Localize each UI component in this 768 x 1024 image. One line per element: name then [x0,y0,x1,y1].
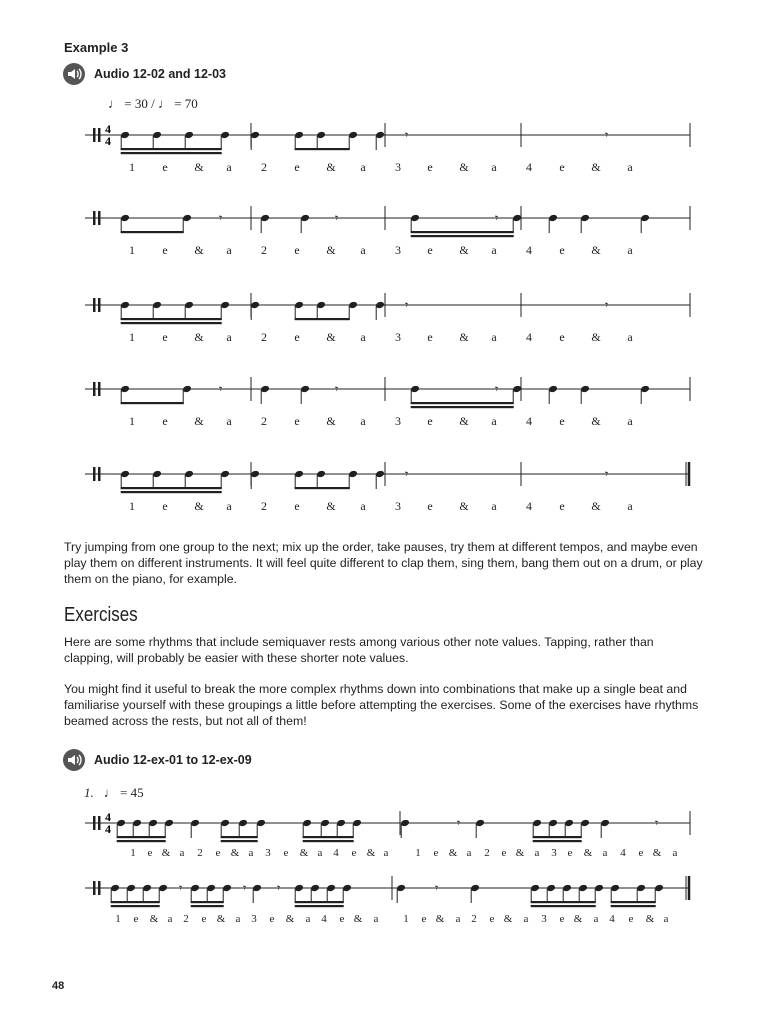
count-syllable: 4 [526,330,532,344]
rhythm-staff [80,866,695,910]
beam [111,905,160,907]
count-syllable: e [427,243,433,257]
clef [98,211,101,225]
count-syllable: & [194,414,204,428]
count-syllable: e [638,847,644,859]
time-signature: 4 [105,134,111,148]
audio-label-2: Audio 12-ex-01 to 12-ex-09 [94,753,252,767]
count-syllable: 1 [115,913,121,925]
count-syllable: e [559,499,565,513]
count-syllable: e [628,913,634,925]
page-number: 48 [52,980,65,992]
beam [221,840,258,842]
beam [611,905,656,907]
rest: 𝄾 [243,881,247,895]
beam [295,487,350,489]
count-syllable: e [489,913,495,925]
count-syllable: & [326,330,336,344]
count-syllable: e [427,330,433,344]
count-syllable: 1 [129,330,135,344]
count-syllable: & [459,243,469,257]
rest: 𝄾 [605,298,609,312]
count-syllable: e [421,913,427,925]
example-title: Example 3 [64,40,129,55]
beam [121,322,222,324]
count-syllable: 1 [129,243,135,257]
beam [121,491,222,493]
count-syllable: e [427,499,433,513]
count-syllable: e [294,414,300,428]
count-syllable: a [672,847,678,859]
audio-reference-1 [62,62,226,86]
count-syllable: 4 [526,160,532,174]
rest: 𝄾 [219,382,223,396]
count-syllable: & [366,847,376,859]
count-syllable: & [448,847,458,859]
exercise-1-tempo: ♩ = 45 [103,785,144,800]
rest: 𝄾 [179,881,183,895]
clef [93,128,96,142]
count-syllable: 4 [333,847,339,859]
count-syllable: & [326,414,336,428]
count-syllable: a [179,847,185,859]
count-syllable: e [433,847,439,859]
count-syllable: e [162,243,168,257]
count-syllable: a [360,499,366,513]
beam [531,901,596,903]
count-syllable: 2 [197,847,203,859]
clef [98,816,101,830]
count-syllable: & [326,160,336,174]
rhythm-staff [80,113,695,157]
count-syllable: a [248,847,254,859]
count-syllable: e [162,414,168,428]
beam [411,406,514,408]
count-syllable: & [645,913,655,925]
count-syllable: & [591,160,601,174]
clef [93,467,96,481]
count-syllable: a [466,847,472,859]
count-syllable: e [201,913,207,925]
count-syllable: a [360,330,366,344]
beam [295,148,350,150]
rest: 𝄾 [435,881,439,895]
count-syllable: & [573,913,583,925]
count-syllable: 3 [551,847,557,859]
clef [93,382,96,396]
count-syllable: 1 [130,847,136,859]
count-syllable: e [162,499,168,513]
count-syllable: 1 [129,499,135,513]
paragraph-1: Try jumping from one group to the next; mix up the order, take pauses, try them at different tempos, and maybe even play them on different instruments. It will feel quite different to clap them, sing them, bang them out on a drum, or play them on the piano, for example. [64,540,703,586]
count-syllable: & [149,913,159,925]
exercises-heading: Exercises [64,604,138,626]
count-syllable: a [534,847,540,859]
speaker-icon [62,748,86,772]
count-syllable: & [194,243,204,257]
rest: 𝄾 [335,211,339,225]
count-syllable: a [226,243,232,257]
rest: 𝄾 [335,382,339,396]
count-syllable: e [559,913,565,925]
clef [93,298,96,312]
paragraph-2: Here are some rhythms that include semiquaver rests among various other note values. Tapping, rather than clapping, will probably be easier with these shorter note values. [64,635,654,665]
count-syllable: 4 [609,913,615,925]
count-syllable: 3 [395,499,401,513]
count-syllable: 3 [395,330,401,344]
count-syllable: e [294,330,300,344]
beam [121,318,222,320]
beam [121,231,184,233]
count-syllable: a [491,499,497,513]
beam [121,487,222,489]
count-syllable: 2 [261,160,267,174]
count-syllable: 3 [265,847,271,859]
count-syllable: & [583,847,593,859]
beam [117,836,166,838]
clef [93,816,96,830]
count-syllable: & [194,330,204,344]
count-syllable: & [459,414,469,428]
count-syllable: e [283,847,289,859]
count-syllable: a [491,330,497,344]
rest: 𝄾 [405,298,409,312]
count-syllable: a [226,414,232,428]
count-syllable: a [226,160,232,174]
count-syllable: 4 [321,913,327,925]
count-syllable: a [602,847,608,859]
rest: 𝄾 [405,467,409,481]
beam [611,901,656,903]
speaker-icon [62,62,86,86]
beam [411,231,514,233]
count-syllable: 2 [183,913,189,925]
count-syllable: 3 [395,414,401,428]
count-syllable: 3 [541,913,547,925]
count-syllable: e [427,414,433,428]
count-syllable: & [194,160,204,174]
rest: 𝄾 [605,128,609,142]
time-signature: 4 [105,122,111,136]
count-syllable: a [627,160,633,174]
beam [191,901,224,903]
count-syllable: & [216,913,226,925]
count-syllable: 2 [471,913,477,925]
beam [111,901,160,903]
count-syllable: 4 [526,414,532,428]
count-syllable: a [627,414,633,428]
count-syllable: a [226,330,232,344]
count-syllable: a [627,330,633,344]
tempo-marking-1: ♩ = 30 / ♩ = 70 [108,96,198,111]
count-syllable: 2 [261,414,267,428]
beam [295,318,350,320]
beam [295,905,344,907]
count-syllable: 3 [395,160,401,174]
count-syllable: 1 [403,913,409,925]
count-syllable: & [503,913,513,925]
count-syllable: 3 [251,913,257,925]
beam [533,836,582,838]
beam [121,402,184,404]
count-syllable: e [215,847,221,859]
clef [93,881,96,895]
rest: 𝄾 [655,816,659,830]
count-syllable: a [491,414,497,428]
beam [411,402,514,404]
paragraph-3: You might find it useful to break the more complex rhythms down into combinations that make up a single beat and familiarise yourself with these groupings a little before attempting the exercises. Some of the exercises have rhythms beamed across the rests, but not all of them! [64,682,699,728]
rhythm-staff [80,283,695,327]
count-syllable: & [515,847,525,859]
clef [98,467,101,481]
count-syllable: a [226,499,232,513]
count-syllable: 3 [395,243,401,257]
count-syllable: & [299,847,309,859]
count-syllable: a [627,499,633,513]
clef [98,881,101,895]
rhythm-staff [80,196,695,240]
count-syllable: & [459,330,469,344]
beam [221,836,258,838]
count-syllable: e [147,847,153,859]
count-syllable: 2 [261,243,267,257]
count-syllable: e [501,847,507,859]
count-syllable: a [360,160,366,174]
count-syllable: 1 [129,160,135,174]
count-syllable: e [269,913,275,925]
count-syllable: a [491,243,497,257]
beam [121,148,222,150]
count-syllable: & [459,160,469,174]
count-syllable: e [162,160,168,174]
time-signature: 4 [105,810,111,824]
count-syllable: 4 [526,243,532,257]
beam [533,840,582,842]
count-syllable: e [294,160,300,174]
count-syllable: 2 [261,330,267,344]
count-syllable: a [455,913,461,925]
count-syllable: e [162,330,168,344]
count-syllable: & [326,499,336,513]
rest: 𝄾 [405,128,409,142]
count-syllable: e [559,414,565,428]
count-syllable: a [360,243,366,257]
clef [98,128,101,142]
count-syllable: e [294,499,300,513]
beam [191,905,224,907]
count-syllable: a [305,913,311,925]
count-syllable: & [652,847,662,859]
count-syllable: e [133,913,139,925]
count-syllable: 2 [261,499,267,513]
beam [117,840,166,842]
count-syllable: e [567,847,573,859]
count-syllable: & [591,499,601,513]
count-syllable: a [663,913,669,925]
count-syllable: & [161,847,171,859]
count-syllable: 2 [484,847,490,859]
rest: 𝄾 [219,211,223,225]
count-syllable: e [559,160,565,174]
clef [98,382,101,396]
count-syllable: & [230,847,240,859]
count-syllable: a [373,913,379,925]
rest: 𝄾 [495,211,499,225]
count-syllable: a [167,913,173,925]
count-syllable: a [491,160,497,174]
audio-label-1: Audio 12-02 and 12-03 [94,67,226,81]
count-syllable: & [435,913,445,925]
beam [411,235,514,237]
beam [121,152,222,154]
count-syllable: e [427,160,433,174]
rhythm-staff [80,801,695,845]
count-syllable: a [360,414,366,428]
rest: 𝄾 [605,467,609,481]
count-syllable: 4 [620,847,626,859]
rest: 𝄾 [277,881,281,895]
rhythm-staff [80,452,695,496]
rhythm-staff [80,367,695,411]
count-syllable: a [593,913,599,925]
beam [303,840,354,842]
rest: 𝄾 [495,382,499,396]
beam [531,905,596,907]
count-syllable: & [459,499,469,513]
count-syllable: e [559,243,565,257]
count-syllable: & [353,913,363,925]
exercise-number: 1. [84,785,94,800]
count-syllable: 4 [526,499,532,513]
beam [303,836,354,838]
count-syllable: e [294,243,300,257]
count-syllable: 1 [129,414,135,428]
audio-reference-2 [62,748,252,772]
beam [295,901,344,903]
count-syllable: & [591,243,601,257]
count-syllable: 1 [415,847,421,859]
count-syllable: e [351,847,357,859]
count-syllable: e [339,913,345,925]
time-signature: 4 [105,822,111,836]
count-syllable: a [383,847,389,859]
exercise-1-header [84,785,144,801]
count-syllable: & [326,243,336,257]
rest: 𝄾 [457,816,461,830]
count-syllable: e [559,330,565,344]
count-syllable: a [235,913,241,925]
count-syllable: & [285,913,295,925]
count-syllable: & [194,499,204,513]
clef [98,298,101,312]
count-syllable: a [627,243,633,257]
count-syllable: a [523,913,529,925]
count-syllable: a [317,847,323,859]
count-syllable: & [591,414,601,428]
count-syllable: & [591,330,601,344]
clef [93,211,96,225]
